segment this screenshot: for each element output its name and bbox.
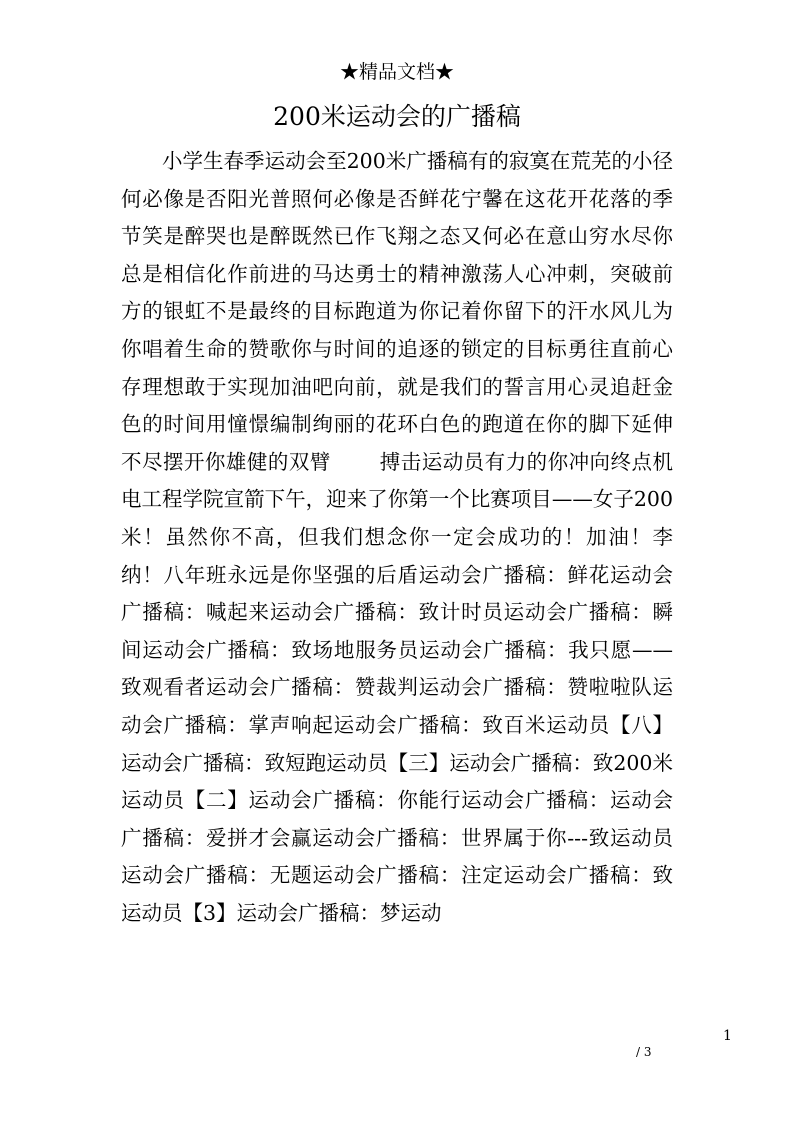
document-title: 200米运动会的广播稿 (273, 102, 521, 131)
page-number: 1 (723, 1028, 732, 1044)
page-total: / 3 (636, 1045, 652, 1059)
document-header: ★精品文档★ (339, 61, 454, 83)
document-body: 小学生春季运动会至200米广播稿有的寂寞在荒芜的小径何必像是否阳光普照何必像是否鲜花宁馨在这花开花落的季节笑是醉哭也是醉既然已作飞翔之态又何必在意山穷水尽你总是相信化作前进的马达勇士的精神激荡人心冲刺，突破前方的银虹不是最终的目标跑道为你记着你留下的汗水风儿为你唱着生命的赞歌你与时间的追逐的锁定的目标勇往直前心存理想敢于实现加油吧向前，就是我们的誓言用心灵追赶金色的时间用憧憬编制绚丽的花环白色的跑道在你的脚下延伸不尽摆开你雄健的双臂 搏击运动员有力的你冲向终点机电工程学院宣箭下午，迎来了你第一个比赛项目——女子200米！虽然你不高，但我们想念你一定会成功的！加油！李纳！八年班永远是你坚强的后盾运动会广播稿：鲜花运动会广播稿：喊起来运动会广播稿：致计时员运动会广播稿：瞬间运动会广播稿：致场地服务员运动会广播稿：我只愿——致观看者运动会广播稿：赞裁判运动会广播稿：赞啦啦队运动会广播稿：掌声响起运动会广播稿：致百米运动员【八】运动会广播稿：致短跑运动员【三】运动会广播稿：致200米运动员【二】运动会广播稿：你能行运动会广播稿：运动会广播稿：爱拼才会赢运动会广播稿：世界属于你---致运动员运动会广播稿：无题运动会广播稿：注定运动会广播稿：致运动员【3】运动会广播稿：梦运动 (121, 149, 673, 925)
